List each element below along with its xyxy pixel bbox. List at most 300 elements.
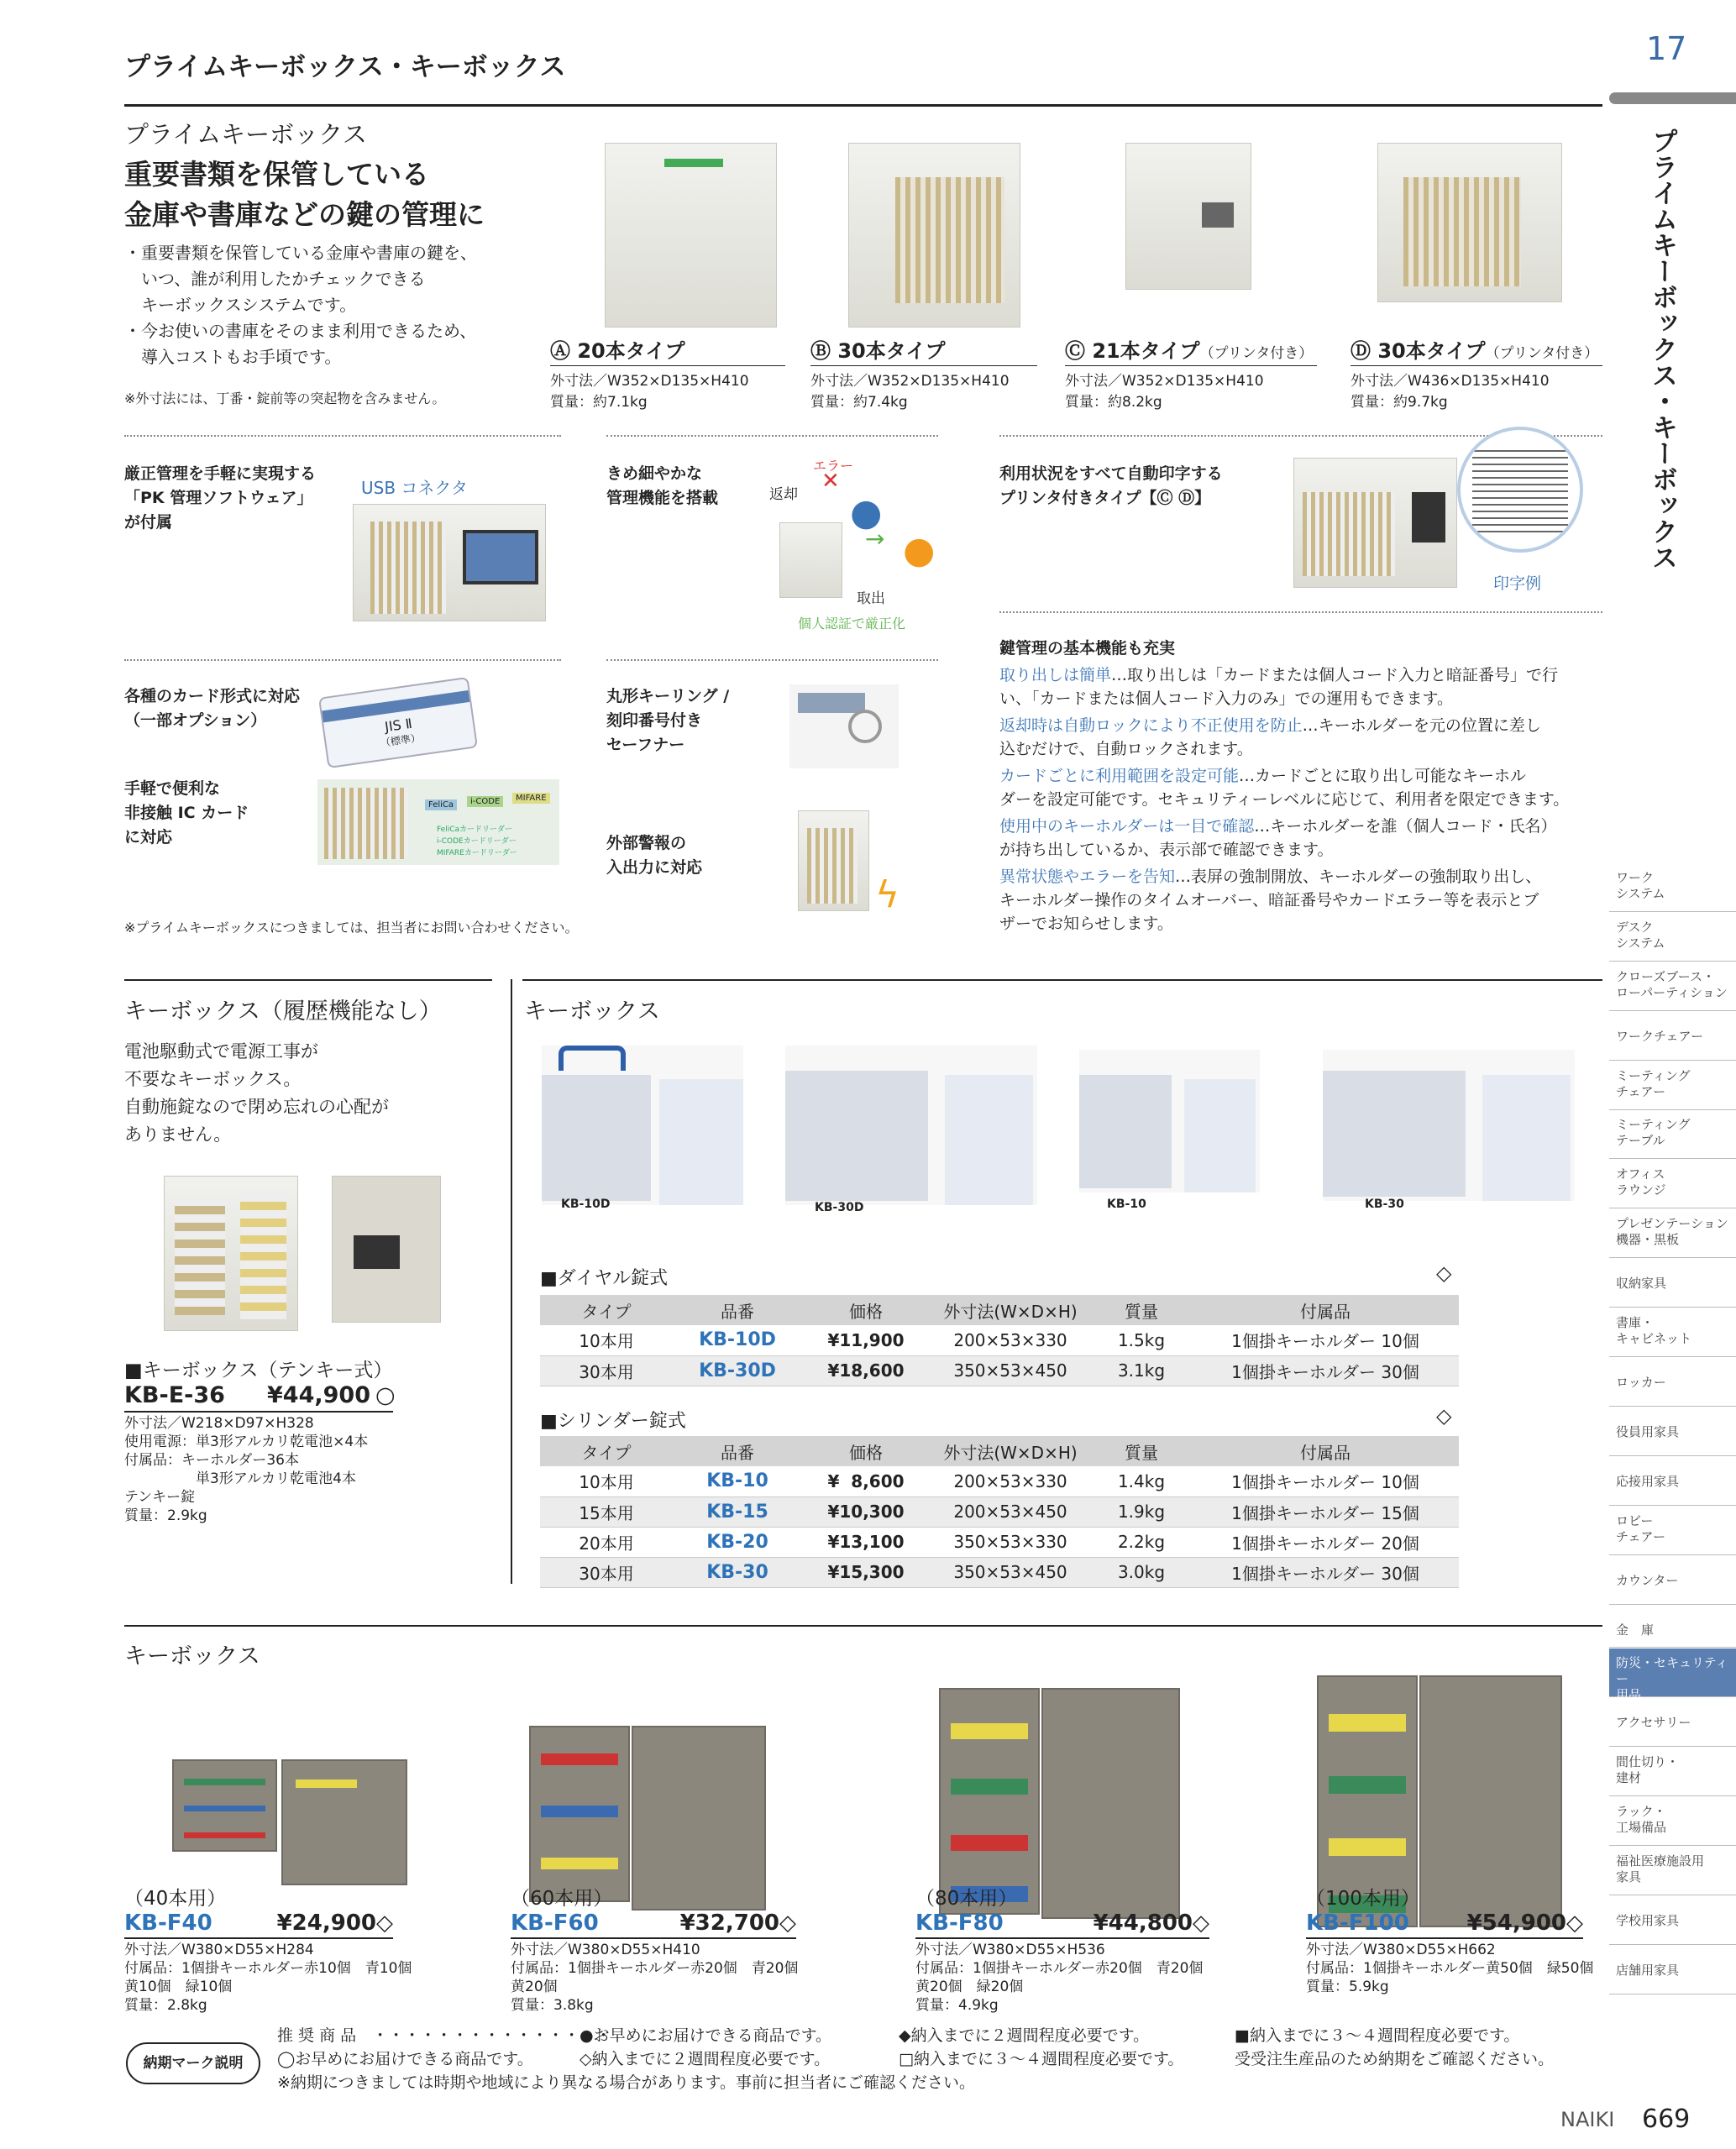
divider <box>124 659 561 661</box>
sidebar-category[interactable] <box>1609 1407 1736 1456</box>
prime-photo-d <box>1377 143 1562 302</box>
cell: 10本用 <box>540 1325 673 1355</box>
legend-item: ■納入までに３～４週間程度必要です。 <box>1235 2026 1520 2045</box>
kb30d-photo <box>785 1046 1037 1205</box>
product-price: ¥54,900◇ <box>1466 1911 1583 1936</box>
keybox-small-photo <box>779 522 842 598</box>
cell: 3.0kg <box>1091 1557 1192 1587</box>
return-label: 返却 <box>769 486 798 503</box>
dial-title: ■ダイヤル錠式 <box>540 1268 669 1289</box>
feature-line: 手軽で便利な <box>124 779 221 798</box>
sidebar-category-label: ミーティング <box>1616 1117 1691 1132</box>
brand: NAIKI <box>1560 2108 1615 2131</box>
spec-line: 付属品：1個掛キーホルダー赤20個 青20個 <box>511 1960 799 1977</box>
col-type: タイプ <box>540 1295 673 1325</box>
sidebar-category-label: システム <box>1616 936 1665 951</box>
product-mass: 質量：約7.4kg <box>810 394 908 411</box>
feature-ic-card <box>124 777 249 850</box>
sidebar-category-label: プレゼンテーション <box>1616 1216 1728 1231</box>
feature-line: （一部オプション） <box>124 711 267 730</box>
feature-line: 厳正管理を手軽に実現する <box>124 464 317 483</box>
product-price: ¥32,700◇ <box>679 1911 796 1936</box>
capacity: （80本用） <box>915 1888 1018 1910</box>
sidebar-category[interactable] <box>1609 1308 1736 1357</box>
legend-note: ※納期につきましては時期や地域により異なる場合があります。事前に担当者にご確認ください。 <box>277 2073 976 2092</box>
spec-line: 付属品：1個掛キーホルダー赤10個 青10個 <box>124 1960 412 1977</box>
cell: 1個掛キーホルダー 30個 <box>1192 1557 1459 1587</box>
sidebar-category[interactable] <box>1609 962 1736 1011</box>
cell-price: ¥10,300 <box>802 1496 930 1527</box>
col-accessory: 付属品 <box>1192 1295 1459 1325</box>
delivery-legend <box>277 2024 1596 2094</box>
spec-line: 単3形アルカリ乾電池4本 <box>124 1470 356 1487</box>
kbf-title: キーボックス <box>124 1643 260 1669</box>
col-size: 外寸法(W×D×H) <box>930 1295 1091 1325</box>
sidebar-category-label: アクセサリー <box>1616 1715 1691 1730</box>
sidebar-tab <box>1609 92 1736 104</box>
basic-item <box>999 714 1602 737</box>
feature-line: 各種のカード形式に対応 <box>124 687 301 705</box>
prime-photo-a <box>605 143 777 328</box>
prime-product-d <box>1351 334 1602 411</box>
spec-line: 外寸法／W380×D55×H536 <box>915 1942 1105 1958</box>
sidebar-category-label: 工場備品 <box>1616 1820 1667 1835</box>
feature-line: セーフナー <box>606 736 685 754</box>
kbf60-info <box>511 1883 880 2015</box>
cell-price: ¥11,900 <box>802 1325 930 1355</box>
legend-item: 受受注生産品のため納期をご確認ください。 <box>1235 2050 1555 2068</box>
sidebar-category-label: 収納家具 <box>1616 1276 1667 1291</box>
col-mass: 質量 <box>1091 1436 1192 1466</box>
person-orange-icon: ● <box>903 529 936 572</box>
prime-photo-c <box>1125 143 1251 290</box>
sidebar-category[interactable] <box>1609 1110 1736 1159</box>
product-option: （プリンタ付き） <box>1199 345 1314 362</box>
page-top-number: 17 <box>1646 30 1687 67</box>
basic-head: 使用中のキーホルダーは一目で確認 <box>999 817 1255 836</box>
prime-kicker: プライムキーボックス <box>124 120 367 149</box>
sidebar-category[interactable] <box>1609 1556 1736 1605</box>
sidebar-category-label: 応接用家具 <box>1616 1474 1680 1489</box>
section-title: プライムキーボックス・キーボックス <box>124 52 566 82</box>
desc-line: 不要なキーボックス。 <box>124 1069 302 1089</box>
feature-management <box>606 462 718 511</box>
header-rule <box>124 104 1602 107</box>
photo-label: KB-10D <box>561 1198 611 1211</box>
product-dim: 外寸法／W436×D135×H410 <box>1351 373 1550 390</box>
table-row <box>540 1557 1459 1587</box>
desc-line: 電池駆動式で電源工事が <box>124 1041 318 1061</box>
sidebar-category[interactable] <box>1609 1457 1736 1506</box>
kbnh-label: ■キーボックス（テンキー式） <box>124 1360 393 1381</box>
basic-text: ダーを設定可能です。セキュリティーレベルに応じて、利用者を限定できます。 <box>999 790 1570 809</box>
sidebar-category-label: ロビー <box>1616 1513 1654 1528</box>
cell-code: KB-30D <box>673 1355 802 1386</box>
divider <box>999 611 1602 613</box>
table-header <box>540 1436 1459 1466</box>
error-label: エラー <box>813 458 854 474</box>
sidebar-category-label: ワークチェアー <box>1616 1029 1704 1044</box>
table-row <box>540 1355 1459 1386</box>
bullet: ・今お使いの書庫をそのまま利用できるため、 <box>124 321 477 341</box>
kbnh-specs <box>124 1414 368 1525</box>
spec-line: 質量：2.8kg <box>124 1997 207 2014</box>
cell: 1個掛キーホルダー 10個 <box>1192 1325 1459 1355</box>
sidebar-category-label: テーブル <box>1616 1133 1665 1148</box>
cell-price: ¥15,300 <box>802 1557 930 1587</box>
spec-line: 質量：5.9kg <box>1306 1979 1389 1995</box>
cell-price: ¥18,600 <box>802 1355 930 1386</box>
bullet: ・重要書類を保管している金庫や書庫の鍵を、 <box>124 243 477 263</box>
feature-printer <box>999 462 1223 511</box>
basic-functions <box>999 663 1602 936</box>
kbf40-photo <box>172 1759 277 1852</box>
basic-text: キーホルダー操作のタイムオーバー、暗証番号やカードエラー等を表示とブ <box>999 891 1539 909</box>
feature-keyring <box>606 684 729 757</box>
kbf100-info <box>1306 1883 1608 1996</box>
bullet: キーボックスシステムです。 <box>124 295 357 315</box>
cell: 2.2kg <box>1091 1527 1192 1557</box>
sidebar-category[interactable] <box>1609 863 1736 912</box>
basic-text: が持ち出しているか、表示部で確認できます。 <box>999 841 1334 859</box>
legend-item: ●お早めにお届けできる商品です。 <box>580 2026 832 2045</box>
table-header <box>540 1295 1459 1325</box>
cell-code: KB-10 <box>673 1466 802 1496</box>
person-blue-icon: ● <box>850 491 883 534</box>
error-x-icon: ✕ <box>821 469 840 494</box>
lightning-icon: ϟ <box>875 873 900 916</box>
rule <box>522 979 1602 981</box>
arrow-icon: → <box>865 525 885 553</box>
basic-head: 返却時は自動ロックにより不正使用を防止 <box>999 716 1303 735</box>
sidebar-category[interactable] <box>1609 913 1736 962</box>
kb10-photo <box>1079 1050 1260 1192</box>
cell: 1個掛キーホルダー 20個 <box>1192 1527 1459 1557</box>
sidebar-category-label: チェアー <box>1616 1084 1666 1099</box>
basic-text: 込むだけで、自動ロックされます。 <box>999 740 1253 758</box>
sidebar-category-label: システム <box>1616 886 1665 901</box>
cell: 350×53×450 <box>930 1355 1091 1386</box>
printer-photo <box>1293 458 1457 588</box>
col-type: タイプ <box>540 1436 673 1466</box>
sidebar-category[interactable] <box>1609 1797 1736 1846</box>
sidebar-category[interactable] <box>1609 1648 1736 1702</box>
sidebar-category-label: 家具 <box>1616 1869 1642 1884</box>
print-sample-circle <box>1457 427 1583 553</box>
basic-item <box>999 764 1602 788</box>
prime-photo-b <box>848 143 1020 328</box>
capacity: （40本用） <box>124 1888 227 1910</box>
spec-line: 外寸法／W380×D55×H410 <box>511 1942 700 1958</box>
spec-line: 質量：3.8kg <box>511 1997 594 2014</box>
col-mass: 質量 <box>1091 1295 1192 1325</box>
product-code: KB-F40 <box>124 1911 212 1936</box>
sidebar-category[interactable] <box>1609 1896 1736 1945</box>
jis-card-image <box>318 677 478 768</box>
cell: 1個掛キーホルダー 15個 <box>1192 1496 1459 1527</box>
cell: 200×53×330 <box>930 1325 1091 1355</box>
cylinder-title: ■シリンダー錠式 <box>540 1411 686 1432</box>
sidebar-category-label: チェアー <box>1616 1529 1666 1544</box>
product-code: KB-F80 <box>915 1911 1004 1936</box>
jis-standard: （標準） <box>380 731 422 750</box>
feature-line: プリンタ付きタイプ【Ⓒ Ⓓ】 <box>999 489 1211 507</box>
feature-line: 管理機能を搭載 <box>606 489 719 507</box>
kbnh-code: KB-E-36 <box>124 1382 225 1408</box>
feature-line: 利用状況をすべて自動印字する <box>999 464 1223 483</box>
kbf80-info <box>915 1883 1285 2015</box>
product-mass: 質量：約7.1kg <box>550 394 648 411</box>
sidebar-category-label: 福祉医療施設用 <box>1616 1853 1705 1869</box>
sidebar-category[interactable] <box>1609 1160 1736 1208</box>
divider <box>606 659 938 661</box>
sidebar-category-label: ローパーティション <box>1616 985 1728 1000</box>
col-price: 価格 <box>802 1295 930 1325</box>
product-name: Ⓐ 20本タイプ <box>550 339 685 363</box>
cell: 200×53×450 <box>930 1496 1091 1527</box>
kbe36-closed-photo <box>332 1176 441 1323</box>
legend-item: ◯お早めにお届けできる商品です。 <box>277 2050 533 2068</box>
sidebar-category-label: ラック・ <box>1616 1804 1666 1819</box>
cylinder-table <box>540 1436 1459 1588</box>
product-code: KB-F100 <box>1306 1911 1409 1936</box>
cell: 30本用 <box>540 1355 673 1386</box>
kbnh-title: キーボックス（履歴機能なし） <box>124 998 442 1025</box>
product-mass: 質量：約9.7kg <box>1351 394 1448 411</box>
sidebar-category-label: 書庫・ <box>1616 1315 1655 1330</box>
legend-item: 推 奨 商 品 ・・・・・・・・・・・・・・・ <box>277 2026 612 2045</box>
sidebar-category-label: 役員用家具 <box>1616 1424 1680 1439</box>
feature-line: 外部警報の <box>606 834 687 852</box>
cell: 3.1kg <box>1091 1355 1192 1386</box>
col-size: 外寸法(W×D×H) <box>930 1436 1091 1466</box>
feature-line: 「PK 管理ソフトウェア」 <box>124 489 313 507</box>
feature-card <box>124 684 300 733</box>
feature-line: きめ細やかな <box>606 464 703 483</box>
feature-line: 刻印番号付き <box>606 711 703 730</box>
sidebar-category[interactable] <box>1609 1358 1736 1407</box>
auth-label: 個人認証で厳正化 <box>798 616 906 632</box>
feature-pk-software <box>124 462 316 535</box>
table-row <box>540 1466 1459 1496</box>
photo-label: KB-30 <box>1365 1198 1404 1211</box>
cylinder-mark-icon: ◇ <box>1436 1404 1452 1428</box>
vertical-title: プライムキーボックス・キーボックス <box>1647 128 1677 570</box>
sidebar-category-label: オフィス <box>1616 1166 1665 1182</box>
sidebar-category-label: クローズブース・ <box>1616 969 1716 984</box>
usb-label: USB コネクタ <box>361 478 469 498</box>
sidebar-category-label: 機器・黒板 <box>1616 1232 1680 1247</box>
sidebar-category-label: 防災・セキュリティー <box>1616 1655 1728 1686</box>
product-dim: 外寸法／W352×D135×H410 <box>1065 373 1264 390</box>
basic-title: 鍵管理の基本機能も充実 <box>999 639 1176 658</box>
capacity: （100本用） <box>1306 1888 1420 1910</box>
kbnh-price: ¥44,900 <box>267 1382 370 1408</box>
kbf40-info <box>124 1883 494 2015</box>
basic-text: い、「カードまたは個人コード入力のみ」での運用もできます。 <box>999 689 1453 708</box>
feature-line: に対応 <box>124 828 173 846</box>
sidebar-category-label: ラウンジ <box>1616 1182 1666 1198</box>
feature-line: が付属 <box>124 513 173 532</box>
cell: 1.9kg <box>1091 1496 1192 1527</box>
table-row <box>540 1496 1459 1527</box>
product-price: ¥24,900◇ <box>276 1911 393 1936</box>
photo-label: KB-30D <box>815 1201 864 1214</box>
reader-label: MIFAREカードリーダー <box>437 849 517 857</box>
spec-line: 黄20個 <box>511 1979 558 1995</box>
kbe36-open-photo <box>164 1176 298 1331</box>
photo-label: KB-10 <box>1107 1198 1146 1211</box>
sidebar-category[interactable] <box>1609 1847 1736 1895</box>
reader-label: FeliCaカードリーダー <box>437 826 513 834</box>
basic-text: …取り出しは「カードまたは個人コード入力と暗証番号」で行 <box>1111 666 1559 684</box>
basic-text: …キーホルダーを元の位置に差し <box>1302 716 1541 735</box>
basic-head: 取り出しは簡単 <box>999 666 1112 684</box>
table-row <box>540 1325 1459 1355</box>
product-dim: 外寸法／W352×D135×H410 <box>550 373 749 390</box>
prime-headline-1: 重要書類を保管している <box>124 158 429 191</box>
desc-line: 自動施錠なので閉め忘れの心配が <box>124 1097 389 1117</box>
sidebar-category-label: デスク <box>1616 920 1654 935</box>
sidebar-category-label: ミーティング <box>1616 1068 1691 1083</box>
cell-code: KB-30 <box>673 1557 802 1587</box>
capacity: （60本用） <box>511 1888 613 1910</box>
sidebar-category[interactable] <box>1609 1507 1736 1555</box>
prime-product-c <box>1065 334 1317 411</box>
spec-line: 質量：4.9kg <box>915 1997 999 2014</box>
column-rule <box>511 979 512 1584</box>
spec-line: 外寸法／W380×D55×H284 <box>124 1942 314 1958</box>
basic-text: …表屏の強制開放、キーホルダーの強制取り出し、 <box>1175 867 1542 886</box>
cell: 350×53×450 <box>930 1557 1091 1587</box>
basic-text: ザーでお知らせします。 <box>999 915 1173 933</box>
feature-alarm <box>606 831 702 880</box>
spec-line: 外寸法／W218×D97×H328 <box>124 1415 314 1432</box>
dial-mark-icon: ◇ <box>1436 1261 1452 1285</box>
rule <box>124 1625 1602 1627</box>
product-dim: 外寸法／W352×D135×H410 <box>810 373 1010 390</box>
cell: 30本用 <box>540 1557 673 1587</box>
kbf40-door <box>281 1759 407 1885</box>
basic-item <box>999 815 1602 838</box>
cell: 1.5kg <box>1091 1325 1192 1355</box>
sidebar-category[interactable] <box>1609 1946 1736 1994</box>
reader-label: i-CODEカードリーダー <box>437 837 517 846</box>
divider <box>606 435 938 437</box>
basic-text: …キーホルダーを誰（個人コード・氏名） <box>1254 817 1557 836</box>
cell: 350×53×330 <box>930 1527 1091 1557</box>
spec-line: 付属品：1個掛キーホルダー赤20個 青20個 <box>915 1960 1204 1977</box>
sidebar-category-label: 用品 <box>1616 1687 1642 1702</box>
sidebar-category-label: 学校用家具 <box>1616 1913 1680 1928</box>
print-sample-label: 印字例 <box>1493 574 1542 593</box>
sidebar-category[interactable] <box>1609 1606 1736 1648</box>
product-price: ¥44,800◇ <box>1093 1911 1209 1936</box>
sidebar-category-label: キャビネット <box>1616 1331 1692 1346</box>
basic-item <box>999 663 1602 687</box>
spec-line: 質量：2.9kg <box>124 1507 207 1524</box>
feature-line: 非接触 IC カード <box>124 804 249 822</box>
sidebar-category-label: 店舗用家具 <box>1616 1963 1680 1978</box>
bullet: 導入コストもお手頃です。 <box>124 347 342 367</box>
product-code: KB-F60 <box>511 1911 599 1936</box>
col-price: 価格 <box>802 1436 930 1466</box>
table-row <box>540 1527 1459 1557</box>
desc-line: ありません。 <box>124 1124 232 1145</box>
legend-item: ◆納入までに２週間程度必要です。 <box>899 2026 1150 2045</box>
cell: 10本用 <box>540 1466 673 1496</box>
prime-headline-2: 金庫や書庫などの鍵の管理に <box>124 198 485 231</box>
prime-product-a <box>550 334 785 411</box>
product-option: （プリンタ付き） <box>1485 345 1599 362</box>
sidebar-category-label: ワーク <box>1616 870 1655 885</box>
product-name: Ⓓ 30本タイプ <box>1351 339 1486 363</box>
legend-item: ◇納入までに２週間程度必要です。 <box>580 2050 831 2068</box>
rule <box>124 979 492 981</box>
sidebar-category[interactable] <box>1609 1061 1736 1110</box>
basic-text: …カードごとに取り出し可能なキーホル <box>1239 767 1527 785</box>
kb-title: キーボックス <box>524 998 660 1025</box>
cell: 1個掛キーホルダー 30個 <box>1192 1355 1459 1386</box>
sidebar-category[interactable] <box>1609 1259 1736 1308</box>
cell-price: ¥ 8,600 <box>802 1466 930 1496</box>
sidebar-category-label: 金 庫 <box>1616 1622 1655 1638</box>
kbnh-mark-icon: ○ <box>375 1382 396 1408</box>
kb30-photo <box>1323 1050 1575 1201</box>
card-type-label: i-CODE <box>467 796 503 807</box>
sidebar-category[interactable] <box>1609 1012 1736 1061</box>
spec-line: 付属品：1個掛キーホルダー黄50個 緑50個 <box>1306 1960 1594 1977</box>
sidebar-category-label: カウンター <box>1616 1573 1679 1588</box>
page-number: 669 <box>1642 2104 1691 2134</box>
feature-line: 丸形キーリング / <box>606 687 730 705</box>
product-name: Ⓑ 30本タイプ <box>810 339 946 363</box>
legend-item: □納入までに３～４週間程度必要です。 <box>899 2050 1184 2068</box>
cell: 200×53×330 <box>930 1466 1091 1496</box>
cell: 1個掛キーホルダー 10個 <box>1192 1466 1459 1496</box>
spec-line: 黄10個 緑10個 <box>124 1979 233 1995</box>
alarm-keybox-photo <box>798 810 869 911</box>
divider <box>124 435 561 437</box>
prime-bullets <box>124 240 477 370</box>
col-accessory: 付属品 <box>1192 1436 1459 1466</box>
cell-price: ¥13,100 <box>802 1527 930 1557</box>
card-type-label: MIFARE <box>512 793 550 804</box>
delivery-legend-label: 納期マーク説明 <box>126 2042 260 2084</box>
rule <box>124 1411 393 1413</box>
prime-product-b <box>810 334 1037 411</box>
basic-head: カードごとに利用範囲を設定可能 <box>999 767 1240 785</box>
sidebar-category[interactable] <box>1609 1209 1736 1258</box>
take-label: 取出 <box>857 590 885 607</box>
cell-code: KB-10D <box>673 1325 802 1355</box>
jis-label: JIS Ⅱ <box>383 715 413 736</box>
ic-card-photo <box>317 779 559 865</box>
sidebar-category-label: 建材 <box>1616 1770 1642 1785</box>
spec-line: 外寸法／W380×D55×H662 <box>1306 1942 1496 1958</box>
pc-setup-photo <box>353 504 546 621</box>
cell: 15本用 <box>540 1496 673 1527</box>
dial-table <box>540 1295 1459 1386</box>
sidebar-category[interactable] <box>1609 1748 1736 1796</box>
spec-line: 黄20個 緑20個 <box>915 1979 1024 1995</box>
keyring-photo <box>789 684 899 768</box>
sidebar-category[interactable] <box>1609 1698 1736 1747</box>
kbnh-desc <box>124 1038 389 1149</box>
cell: 1.4kg <box>1091 1466 1192 1496</box>
product-name: Ⓒ 21本タイプ <box>1065 339 1200 363</box>
product-mass: 質量：約8.2kg <box>1065 394 1162 411</box>
